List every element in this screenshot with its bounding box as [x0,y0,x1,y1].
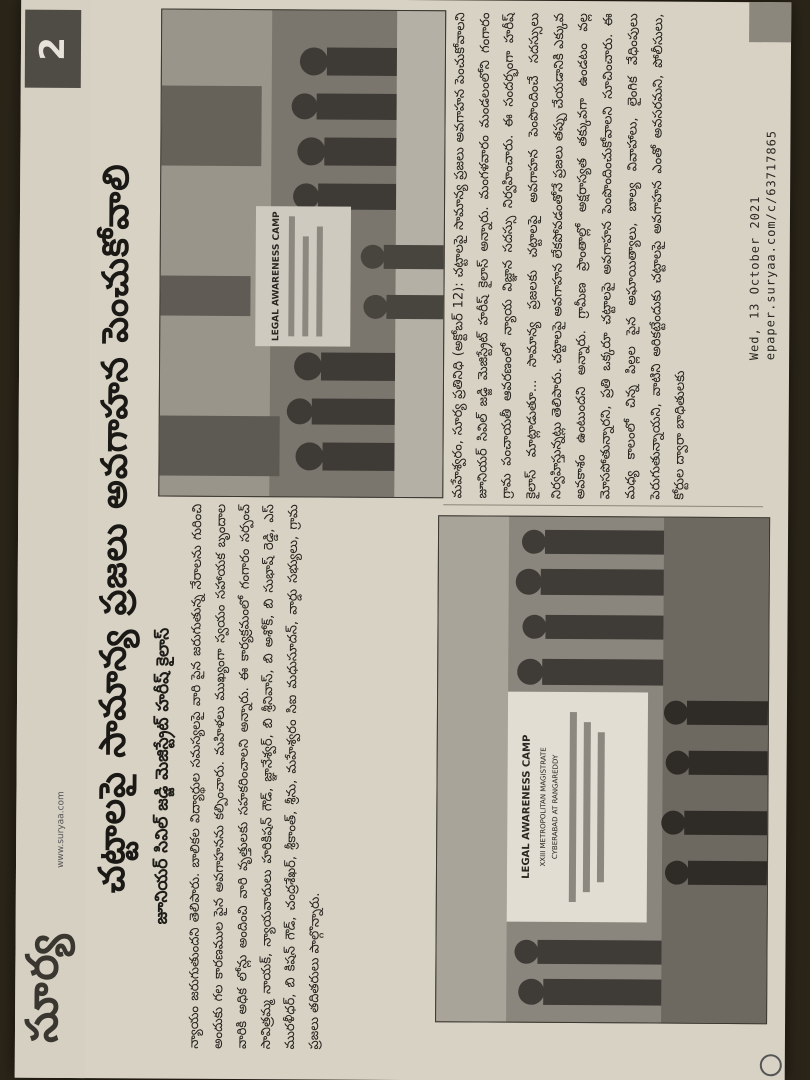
photo-top-illustration [159,10,445,498]
article-body-column: మహేశ్వరం, సూర్య ప్రతినిధి (అక్టోబర్ 12): చట్టాలపై సామాన్య ప్రజలు అవగాహన పెంచుకోవాలని జూనియర్ సివిల్ జడ్జి మెజిస్ట్రేట్ హరీష్ కైలాస్ అన్నారు. మంగళవారం మండలంలోని గంగారం గ్రామ పంచాయతీ ఆవరణంలో న్యాయ విజ్ఞాన సదస్సు నిర్వహించారు. ఈ సందర్భంగా హరీష్ కైలాస్ మాట్లాడుతూ... సామాన్య ప్రజలకు చట్టాలపై అవగాహన పెంపొందించే సదస్సులు నిర్వహిస్తున్నట్లు తెలిపారు. చట్టాలపై అవగాహన లేకపోవడంతోనే ప్రజలు తప్పు చేయడానికి ఎక్కువ అవకాశం ఉంటుందని అన్నారు. గ్రామీణ ప్రాంతాల్లో అక్షరాస్యత తక్కువగా ఉండటం వల్ల మోసపోతున్నారని, ప్రతి ఒక్కరూ చట్టాలపై అవగాహన పెంపొందించుకోవాలని సూచించారు. ఈ మధ్య కాలంలో చిన్న పిల్లల పైన అఘాయిత్యాలు, బాల్య వివాహాలు, లైంగిక వేధింపులు పెరుగుతున్నాయని, వాటిని అరికట్టేందుకు చట్టాలపై అవగాహన ఎంతో అవసరమని, పోలీసులు, కోర్టుల ద్వారా బాధితులకు [450,12,689,500]
epaper-url: epaper.suryaa.com/c/63717865 [763,129,779,361]
photo-bottom-banner-line2: XXIII METROPOLITAN MAGISTRATE [539,747,548,867]
newspaper-sheet [15,0,792,1080]
photo-bottom-illustration [436,516,769,1023]
article-headline: చట్టాలపై సామాన్య ప్రజలు అవగాహన పెంచుకోవాలి [91,163,138,894]
masthead-band [15,0,92,1078]
photo-bottom-banner-line3: CYBERABAD AT RANGAREDDY [551,754,560,860]
article-subheading: జూనియర్ సివిల్ జడ్జి మెజిస్ట్రేట్ హరీష్ కైలాస్ [151,627,174,925]
masthead-logo: సూర్య [16,932,69,1043]
masthead-url: www.suryaa.com [55,791,67,868]
article-lead-column: న్యాయం జరుగుతుందని తెలిపారు. బాలికల విద్యార్థుల సమస్యలపై వారి పైన జరుగుతున్న నేరాలను గురించి అందుకు గల కారణముల పైన అవగాహనను కల్పించారు. మహిళలు ముఖ్యంగా స్వయం సహాయక బృందాల వారికి అధిక లోన్లు అందించి వారి వృత్తులకు సహకరించాలని అన్నారు. ఈ కార్యక్రమంలో గంగారం సర్పంచ్ సావిత్రమ్మ నాయక్, న్యాయవాదులు హరికిషన్ గౌడ్, జ్ఞానేశ్వర్, బి శ్రీనివాస్, బి అశోక్, బి సుభాష్ రెడ్డి, ఎస్ మురళీధర్, బి కిషన్ గౌడ్, చంద్రశేఖర్, శ్రీకాంత్, శ్రీను, మహేశ్వరం సిఐ మధుసూదన్, వార్డు సభ్యులు, గ్రామ ప్రజలు తదితరులు పాల్గొన్నారు. [186,503,324,1050]
corner-mark-icon [760,1054,782,1076]
page-edge-strip [749,2,791,42]
page-number-box [25,10,81,88]
photo-top-banner-text: LEGAL AWARENESS CAMP [271,211,283,342]
page-number: 2 [32,36,74,61]
photo-bottom-banner-title: LEGAL AWARENESS CAMP [520,734,533,879]
column-divider [443,504,763,507]
newspaper-page [15,0,792,1080]
article-photo-bottom [435,515,770,1024]
epaper-date: Wed, 13 October 2021 [747,195,763,361]
article-photo-top [158,9,446,499]
